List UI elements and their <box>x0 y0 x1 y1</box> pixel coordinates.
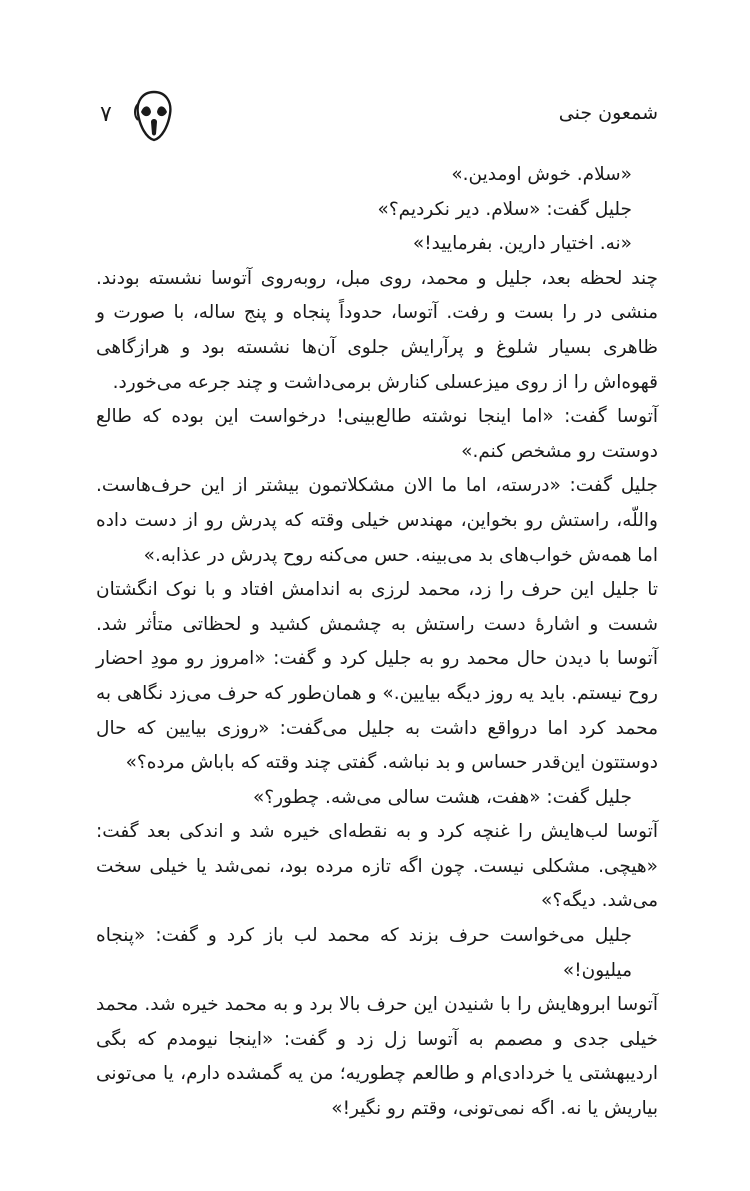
page-number: ۷ <box>100 102 112 127</box>
running-title: شمعون جنی <box>558 102 658 124</box>
page-header <box>100 88 658 148</box>
paragraph: چند لحظه بعد، جلیل و محمد، روی مبل، روبه‌روی آتوسا نشسته بودند. منشی در را بست و رفت. آتوسا، حدوداً پنجاه و پنج ساله، با صورت و ظاهری بسیار شلوغ و پرآرایش جلوی آن‌ها نشسته بود و هرازگاهی قهوه‌اش را از روی میزعسلی کنارش برمی‌داشت و چند جرعه می‌خورد. <box>96 267 658 393</box>
paragraph: جلیل گفت: «سلام. دیر نکردیم؟» <box>377 198 632 220</box>
paragraph: «نه. اختیار دارین. بفرمایید!» <box>412 233 632 255</box>
paragraph: آتوسا ابروهایش را با شنیدن این حرف بالا برد و به محمد خیره شد. محمد خیلی جدی و مصمم به آتوسا زل زد و گفت: «اینجا نیومدم که بگی اردیبهشتی یا خردادی‌ام و طالعم چطوریه؛ من یه گمشده دارم، یا می‌تونی بیاریش یا نه. اگه نمی‌تونی، وقتم رو نگیر!» <box>96 994 658 1120</box>
paragraph: آتوسا لب‌هایش را غنچه کرد و به نقطه‌ای خیره شد و اندکی بعد گفت: «هیچی. مشکلی نیست. چون اگه تازه مرده بود، نمی‌شد یا خیلی سخت می‌شد. دیگه؟» <box>96 821 658 912</box>
paragraph: «سلام. خوش اومدین.» <box>451 164 632 185</box>
paragraph: آتوسا گفت: «اما اینجا نوشته طالع‌بینی! درخواست این بوده که طالع دوستت رو مشخص کنم.» <box>96 406 658 462</box>
paragraph: جلیل گفت: «درسته، اما ما الان مشکلاتمون بیشتر از این حرف‌هاست. واللّه، راستش رو بخواین، مهندس خیلی وقته که پدرش رو از دست داده اما همه‌ش خواب‌های بد می‌بینه. حس می‌کنه روح پدرش در عذابه.» <box>96 475 658 566</box>
body-text <box>96 158 658 1127</box>
paragraph: جلیل می‌خواست حرف بزند که محمد لب باز کرد و گفت: «پنجاه میلیون!» <box>96 925 632 981</box>
scream-mask-icon <box>132 90 176 142</box>
paragraph: جلیل گفت: «هفت، هشت سالی می‌شه. چطور؟» <box>252 786 632 808</box>
paragraph: تا جلیل این حرف را زد، محمد لرزی به اندامش افتاد و با نوک انگشتان شست و اشارهٔ دست راستش به چشمش کشید و لحظاتی متأثر شد. آتوسا با دیدن حال محمد رو به جلیل کرد و گفت: «امروز رو مودِ احضار روح نیستم. باید یه روز دیگه بیایین.» و همان‌طور که حرف می‌زد نگاهی به محمد کرد اما درواقع داشت به جلیل می‌گفت: «روزی بیایین که حال دوستتون این‌قدر حساس و بد نباشه. گفتی چند وقته که باباش مرده؟» <box>96 579 658 774</box>
